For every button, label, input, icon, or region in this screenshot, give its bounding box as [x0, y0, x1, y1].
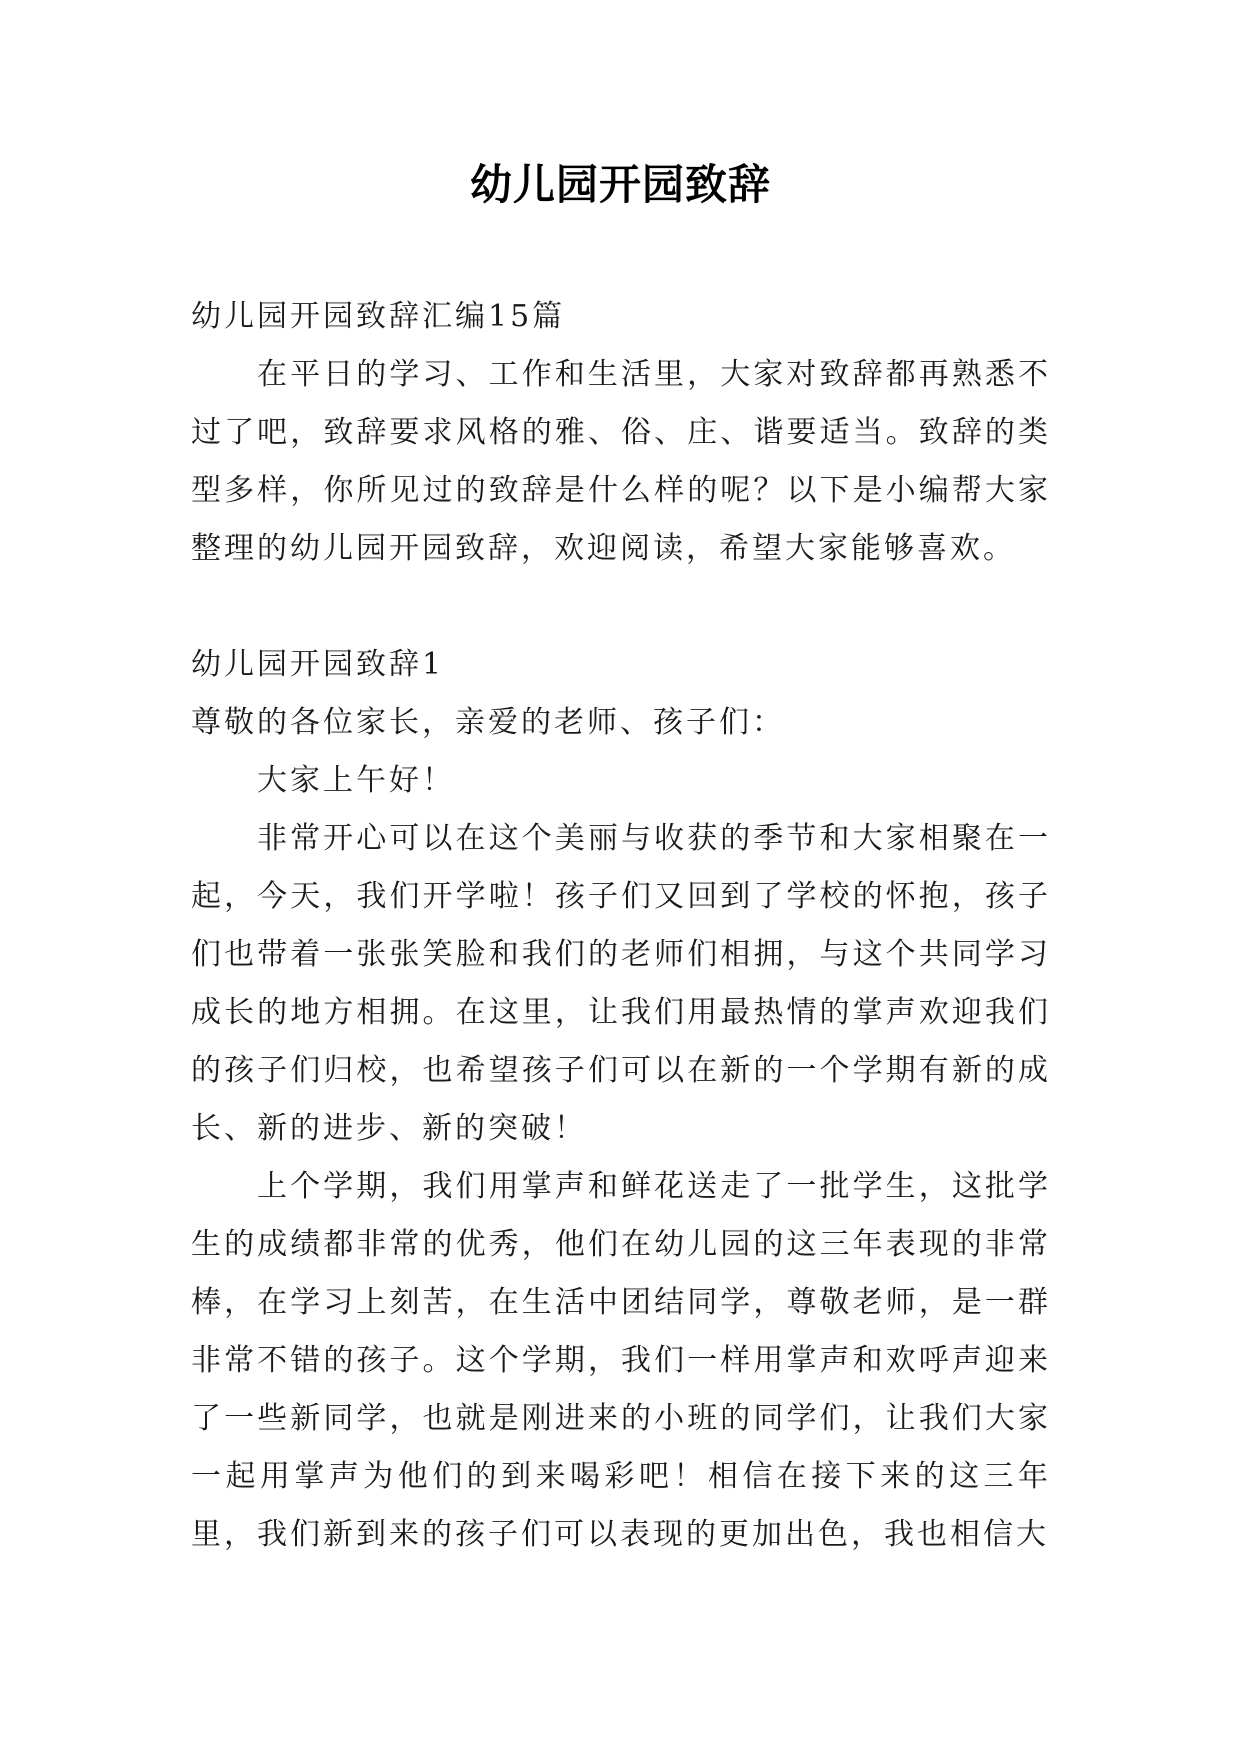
body-paragraph-2: 上个学期，我们用掌声和鲜花送走了一批学生，这批学生的成绩都非常的优秀，他们在幼儿园的这三年表现的非常棒，在学习上刻苦，在生活中团结同学，尊敬老师，是一群非常不错的孩子。这个学期，我们一样用掌声和欢呼声迎来了一些新同学，也就是刚进来的小班的同学们，让我们大家一起用掌声为他们的到来喝彩吧！相信在接下来的这三年里，我们新到来的孩子们可以表现的更加出色，我也相信大 [191, 1169, 1051, 1552]
document-body [191, 288, 1051, 1564]
salutation: 尊敬的各位家长，亲爱的老师、孩子们： [191, 705, 785, 740]
body-paragraph-1: 非常开心可以在这个美丽与收获的季节和大家相聚在一起，今天，我们开学啦！孩子们又回到了学校的怀抱，孩子们也带着一张张笑脸和我们的老师们相拥，与这个共同学习成长的地方相拥。在这里，让我们用最热情的掌声欢迎我们的孩子们归校，也希望孩子们可以在新的一个学期有新的成长、新的进步、新的突破！ [191, 821, 1051, 1146]
greeting: 大家上午好！ [257, 763, 455, 798]
section-spacer [191, 578, 1051, 636]
document-title: 幼儿园开园致辞 [469, 160, 771, 209]
section-heading: 幼儿园开园致辞1 [191, 647, 445, 682]
document-subtitle: 幼儿园开园致辞汇编15篇 [191, 299, 566, 334]
intro-paragraph: 在平日的学习、工作和生活里，大家对致辞都再熟悉不过了吧，致辞要求风格的雅、俗、庄、谐要适当。致辞的类型多样，你所见过的致辞是什么样的呢？以下是小编帮大家整理的幼儿园开园致辞，欢迎阅读，希望大家能够喜欢。 [191, 357, 1051, 566]
